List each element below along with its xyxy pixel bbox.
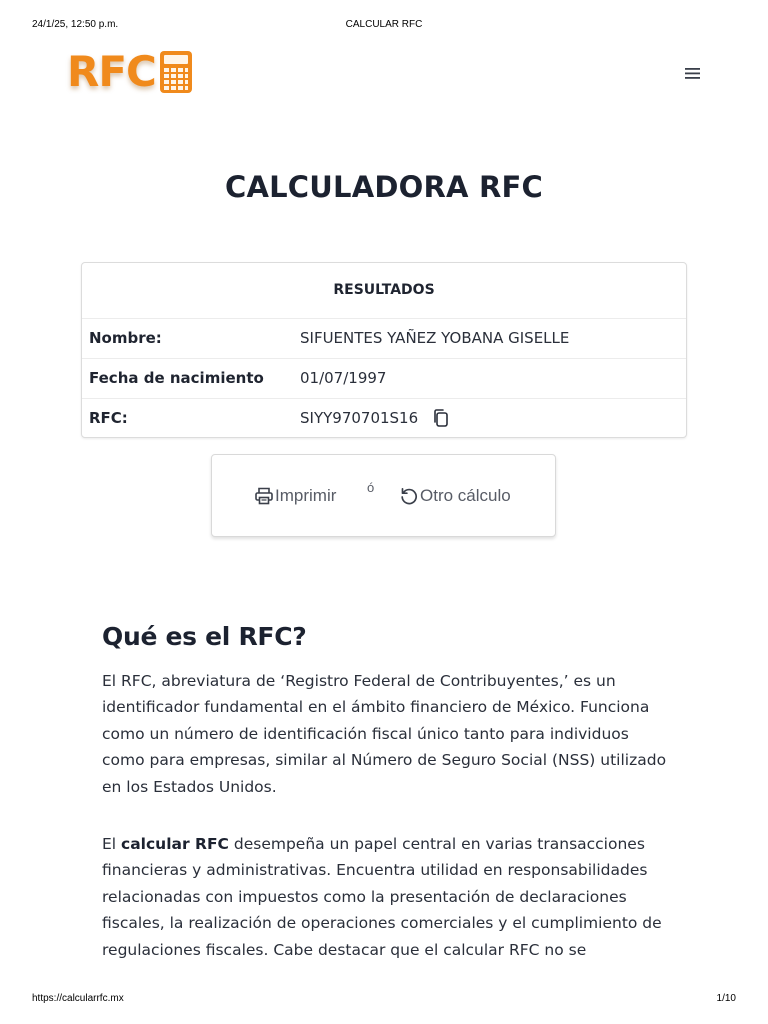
- page-title: CALCULADORA RFC: [225, 170, 543, 204]
- new-calculation-button[interactable]: [399, 483, 511, 509]
- result-row-name: [82, 319, 686, 359]
- actions-box: [211, 454, 556, 537]
- printer-icon: [254, 486, 274, 506]
- result-value: [300, 399, 450, 437]
- print-title: CALCULAR RFC: [345, 19, 423, 30]
- results-heading: RESULTADOS: [82, 263, 686, 319]
- rfc-value: SIYY970701S16: [300, 409, 419, 427]
- birthdate-value: 01/07/1997: [300, 369, 387, 387]
- or-separator: ó: [367, 480, 375, 495]
- result-label: Nombre:: [89, 329, 162, 347]
- reload-icon: [399, 486, 419, 506]
- logo-text: RFC: [67, 47, 156, 96]
- result-row-birthdate: [82, 359, 686, 399]
- p2-prefix: El: [102, 835, 122, 854]
- result-value: [300, 359, 386, 397]
- site-header: [0, 42, 768, 102]
- result-value: [300, 319, 569, 357]
- print-footer: [0, 993, 768, 1007]
- copy-icon[interactable]: [432, 408, 450, 428]
- result-label: RFC:: [89, 409, 128, 427]
- print-header: [0, 19, 768, 33]
- hamburger-menu-icon[interactable]: [682, 64, 704, 82]
- p2-rest: desempeña un papel central en varias transacciones financieras y administrativas. Encuentra utilidad en responsabilidades relacionadas con impuestos como la presentación de declaraciones fiscales, la realización de operaciones comerciales y el cumplimiento de regulaciones fiscales. Cabe destacar que el calcular RFC no se: [102, 835, 662, 959]
- print-label: Imprimir: [275, 486, 337, 505]
- result-row-rfc: [82, 399, 686, 439]
- new-calculation-label: Otro cálculo: [420, 486, 511, 505]
- print-url: https://calcularrfc.mx: [32, 993, 124, 1004]
- name-value: SIFUENTES YAÑEZ YOBANA GISELLE: [300, 329, 570, 347]
- article-paragraph-1: El RFC, abreviatura de ‘Registro Federal de Contribuyentes,’ es un identificador fundamental en el ámbito financiero de México. Funciona como un número de identificación fiscal único tanto para individuos como para empresas, similar al Número de Seguro Social (NSS) utilizado en los Estados Unidos.: [102, 672, 667, 796]
- article: [102, 622, 682, 994]
- print-page-number: 1/10: [716, 993, 736, 1004]
- print-date: 24/1/25, 12:50 p.m.: [32, 19, 119, 30]
- print-button[interactable]: [254, 483, 336, 509]
- site-logo[interactable]: [67, 46, 194, 98]
- result-label: Fecha de nacimiento: [89, 369, 264, 387]
- results-table: [81, 262, 687, 438]
- p2-bold: calcular RFC: [121, 835, 229, 854]
- article-heading: Qué es el RFC?: [102, 622, 307, 651]
- article-paragraph-2: [102, 831, 674, 963]
- calculator-icon: [158, 49, 194, 95]
